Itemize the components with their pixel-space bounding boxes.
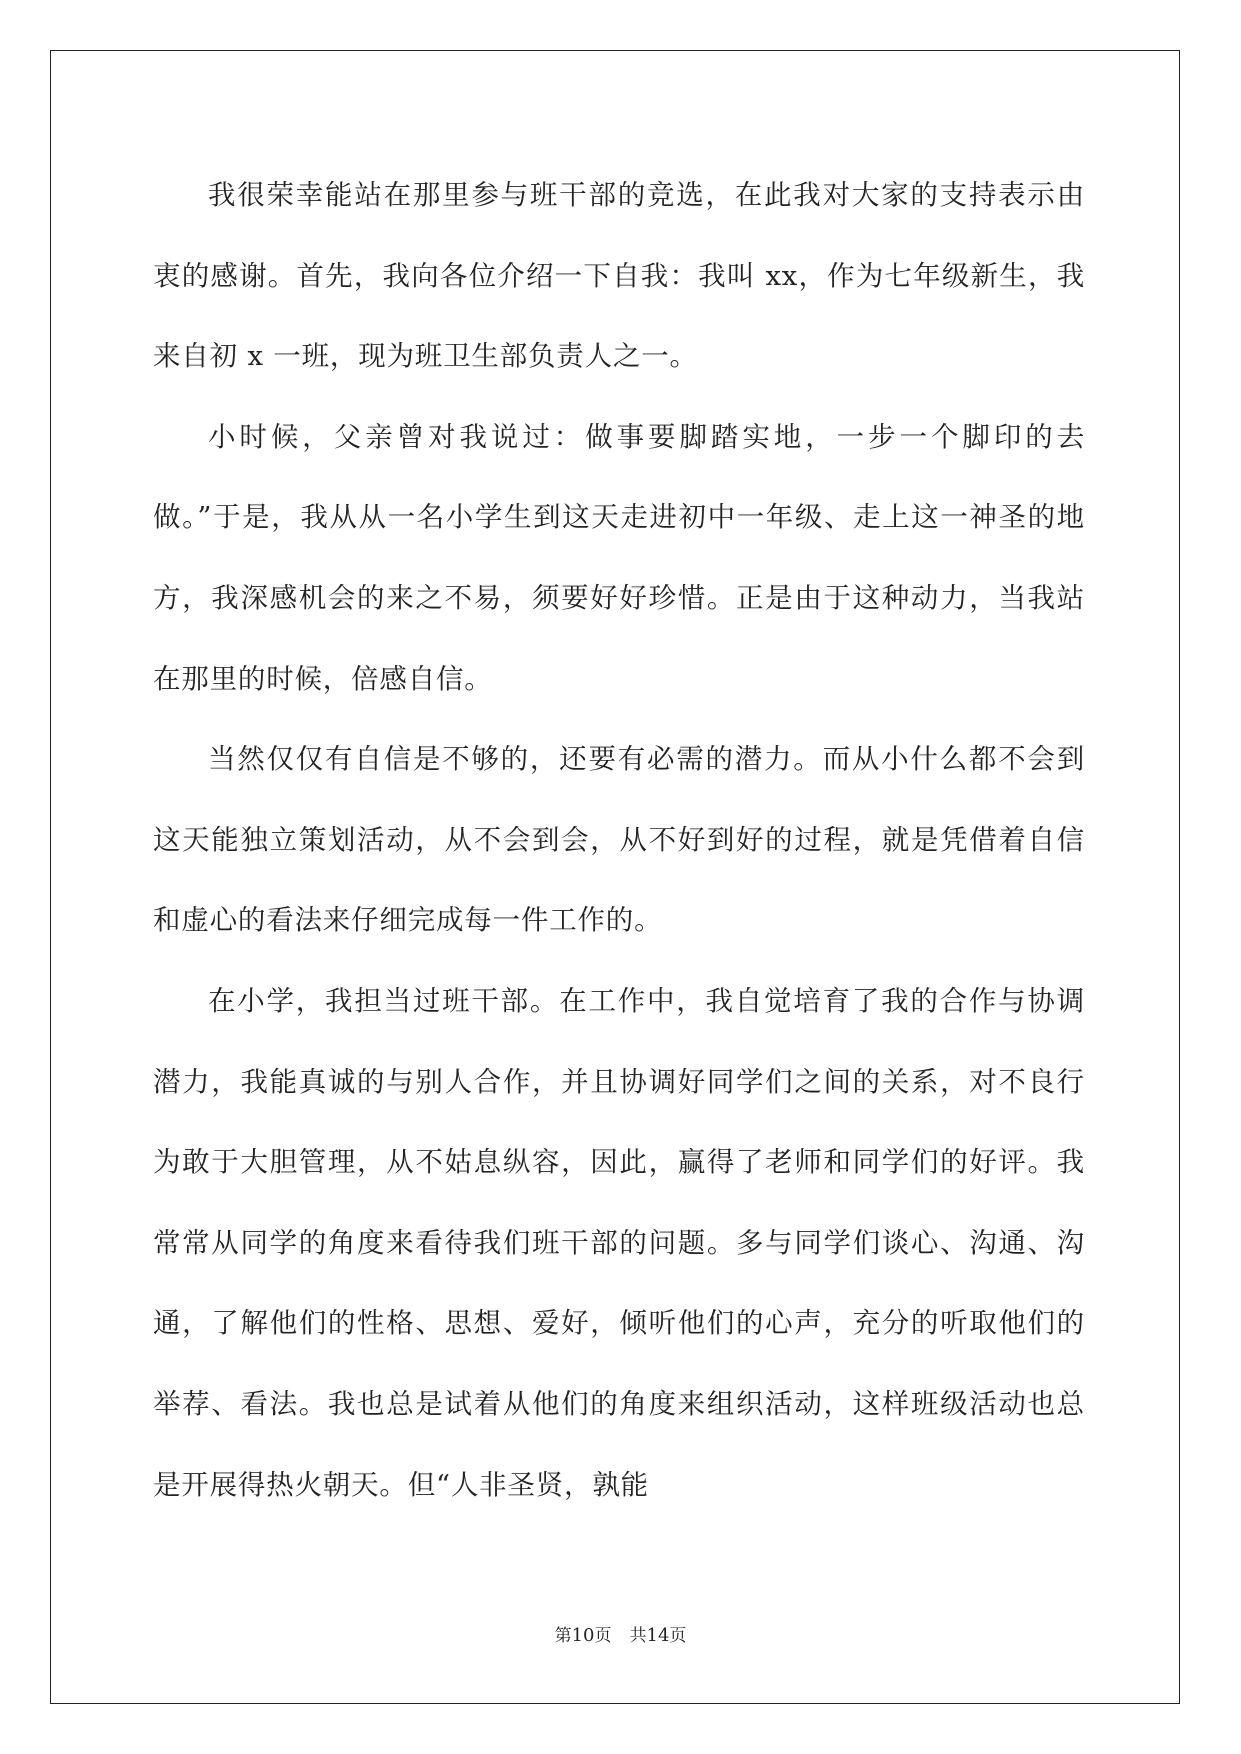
total-page-number: 14 bbox=[646, 1625, 670, 1646]
current-page-number: 10 bbox=[571, 1625, 595, 1646]
page-footer bbox=[0, 1621, 1241, 1646]
paragraph-4: 在小学，我担当过班干部。在工作中，我自觉培育了我的合作与协调潜力，我能真诚的与别人合作，并且协调好同学们之间的关系，对不良行为敢于大胆管理，从不姑息纵容，因此，赢得了老师和同学们的好评。我常常从同学的角度来看待我们班干部的问题。多与同学们谈心、沟通、沟通，了解他们的性格、思想、爱好，倾听他们的心声，充分的听取他们的举荐、看法。我也总是试着从他们的角度来组织活动，这样班级活动也总是开展得热火朝天。但“人非圣贤，孰能 bbox=[153, 984, 1085, 1501]
page-prefix: 第 bbox=[554, 1626, 572, 1646]
total-prefix: 共 bbox=[629, 1626, 647, 1646]
total-unit: 页 bbox=[669, 1626, 687, 1646]
document-body bbox=[153, 155, 1085, 1525]
paragraph-1: 我很荣幸能站在那里参与班干部的竞选，在此我对大家的支持表示由衷的感谢。首先，我向各位介绍一下自我：我叫 xx，作为七年级新生，我来自初 x 一班，现为班卫生部负责人之一。 bbox=[153, 179, 1085, 373]
page-unit: 页 bbox=[594, 1626, 612, 1646]
paragraph-2: 小时候，父亲曾对我说过：做事要脚踏实地，一步一个脚印的去做。”于是，我从从一名小学生到这天走进初中一年级、走上这一神圣的地方，我深感机会的来之不易，须要好好珍惜。正是由于这种动力，当我站在那里的时候，倍感自信。 bbox=[153, 420, 1085, 695]
paragraph-3: 当然仅仅有自信是不够的，还要有必需的潜力。而从小什么都不会到这天能独立策划活动，从不会到会，从不好到好的过程，就是凭借着自信和虚心的看法来仔细完成每一件工作的。 bbox=[153, 743, 1085, 937]
